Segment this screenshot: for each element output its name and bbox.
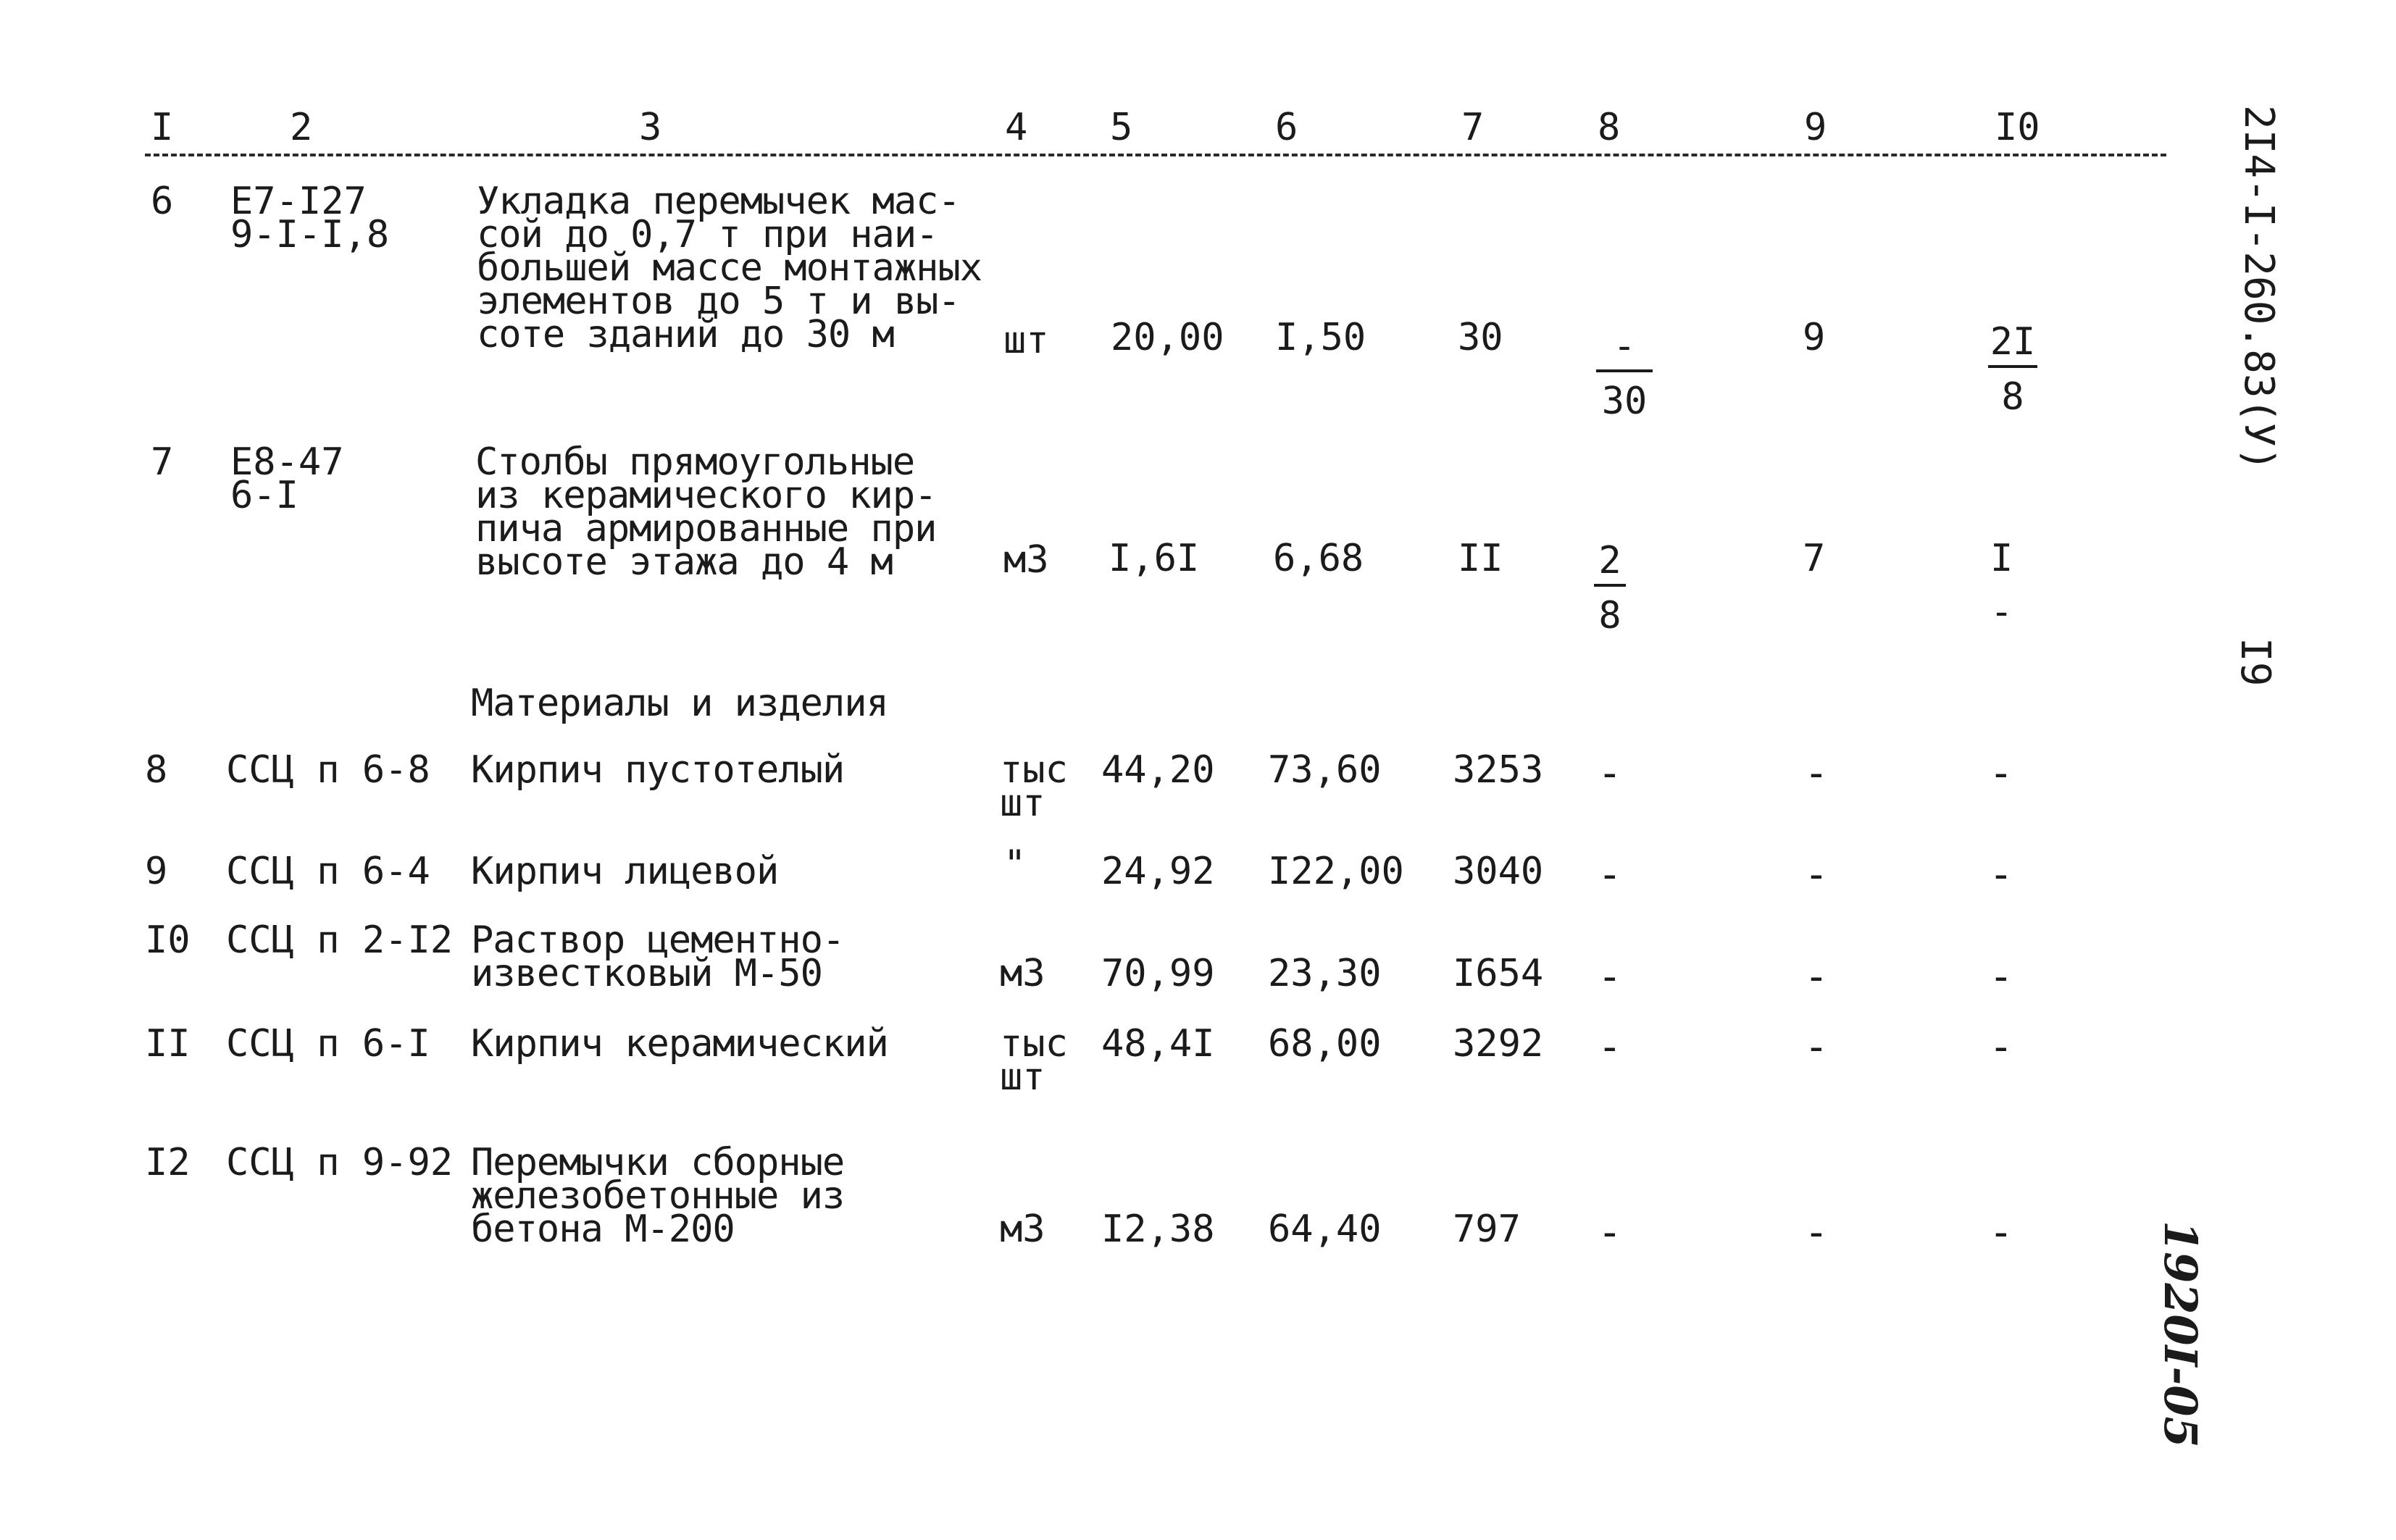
- row-11-col10: -: [1989, 1024, 2013, 1071]
- row-9-desc: Кирпич лицевой: [471, 850, 779, 893]
- row-6-desc-line-3: большей массе монтажных: [477, 246, 982, 290]
- row-12-unit: м3: [1000, 1208, 1045, 1251]
- row-12-desc-line-1: Перемычки сборные: [471, 1141, 845, 1184]
- row-7-col6: 6,68: [1273, 537, 1364, 580]
- row-7-col8-denominator: 8: [1598, 594, 1621, 637]
- row-6-col8-numerator: -: [1596, 327, 1653, 372]
- document-code: 2I4-I-260.83(У): [2235, 105, 2282, 472]
- row-9-unit: ": [1003, 842, 1027, 886]
- row-7-desc-line-3: пича армированные при: [475, 507, 937, 551]
- row-6-col8-denominator: 30: [1601, 380, 1648, 423]
- row-7-col10-top: I: [1990, 537, 2013, 580]
- row-6-col7: 30: [1458, 316, 1503, 359]
- row-7-col10-bottom: -: [1990, 590, 2013, 634]
- row-8-col7: 3253: [1453, 748, 1544, 792]
- row-6-col5: 20,00: [1111, 316, 1224, 359]
- row-9-col9: -: [1804, 851, 1829, 898]
- column-header-10: I0: [1995, 106, 2040, 149]
- row-10-col7: I654: [1453, 952, 1544, 995]
- row-9-number: 9: [145, 850, 168, 893]
- row-11-col6: 68,00: [1268, 1022, 1382, 1066]
- row-7-unit: м3: [1003, 538, 1049, 582]
- row-12-col6: 64,40: [1268, 1208, 1382, 1251]
- row-10-col9: -: [1804, 953, 1829, 1000]
- row-7-col7: II: [1458, 537, 1503, 580]
- row-6-code-line-1: Е7-I27: [230, 180, 367, 223]
- row-11-col8: -: [1598, 1024, 1622, 1071]
- row-12-col10: -: [1989, 1209, 2013, 1256]
- row-12-code: ССЦ п 9-92: [226, 1141, 454, 1184]
- row-11-col7: 3292: [1453, 1022, 1544, 1066]
- row-6-desc-line-2: сой до 0,7 т при наи-: [477, 213, 938, 256]
- row-12-desc-line-2: железобетонные из: [471, 1174, 845, 1218]
- row-7-code-line-2: 6-I: [230, 474, 299, 517]
- row-7-code-line-1: Е8-47: [230, 440, 344, 484]
- row-6-code-line-2: 9-I-I,8: [230, 213, 390, 256]
- row-7-desc-line-1: Столбы прямоугольные: [475, 440, 915, 484]
- row-7-number: 7: [151, 440, 174, 484]
- row-8-col9: -: [1804, 750, 1829, 797]
- row-10-col5: 70,99: [1101, 952, 1215, 995]
- row-8-col5: 44,20: [1101, 748, 1215, 792]
- row-11-col5: 48,4I: [1101, 1022, 1215, 1066]
- row-11-unit-line-2: шт: [1000, 1055, 1045, 1099]
- row-12-col7: 797: [1453, 1208, 1521, 1251]
- row-6-col6: I,50: [1275, 316, 1366, 359]
- row-10-col8: -: [1598, 953, 1622, 1000]
- row-6-col10-denominator: 8: [2001, 375, 2024, 419]
- section-title: Материалы и изделия: [471, 682, 888, 725]
- row-9-col5: 24,92: [1101, 850, 1215, 893]
- row-8-unit-line-1: тыс: [1000, 748, 1068, 792]
- column-header-8: 8: [1598, 106, 1621, 149]
- row-7-desc-line-4: высоте этажа до 4 м: [475, 540, 893, 584]
- row-10-unit: м3: [1000, 952, 1045, 995]
- handwritten-archive-number: 1920I-05: [2154, 1221, 2207, 1448]
- header-divider: [145, 154, 2166, 156]
- row-6-col10-fraction: [1988, 320, 2037, 419]
- row-11-number: II: [145, 1022, 191, 1066]
- column-header-6: 6: [1275, 106, 1298, 149]
- row-6-unit: шт: [1003, 319, 1049, 362]
- row-7-col5: I,6I: [1109, 537, 1200, 580]
- column-header-7: 7: [1461, 106, 1485, 149]
- row-9-col6: I22,00: [1268, 850, 1404, 893]
- row-10-desc-line-1: Раствор цементно-: [471, 918, 845, 962]
- column-header-5: 5: [1110, 106, 1133, 149]
- row-7-col8-numerator: 2: [1594, 542, 1626, 587]
- row-8-code: ССЦ п 6-8: [226, 748, 430, 792]
- row-8-number: 8: [145, 748, 168, 792]
- row-9-col10: -: [1989, 851, 2013, 898]
- row-7-desc-line-2: из керамического кир-: [475, 474, 937, 517]
- column-header-4: 4: [1005, 106, 1028, 149]
- row-9-col7: 3040: [1453, 850, 1544, 893]
- column-header-3: 3: [639, 106, 662, 149]
- row-10-code: ССЦ п 2-I2: [226, 918, 454, 962]
- column-header-9: 9: [1804, 106, 1827, 149]
- row-6-col9: 9: [1803, 316, 1826, 359]
- row-8-col6: 73,60: [1268, 748, 1382, 792]
- row-9-col8: -: [1598, 851, 1622, 898]
- row-10-number: I0: [145, 918, 191, 962]
- row-12-col8: -: [1598, 1209, 1622, 1256]
- row-9-code: ССЦ п 6-4: [226, 850, 430, 893]
- column-header-1: I: [151, 106, 174, 149]
- row-11-desc: Кирпич керамический: [471, 1022, 888, 1066]
- row-12-col5: I2,38: [1101, 1208, 1215, 1251]
- row-11-col9: -: [1804, 1024, 1829, 1071]
- row-10-desc-line-2: известковый М-50: [471, 952, 822, 995]
- row-10-col6: 23,30: [1268, 952, 1382, 995]
- row-12-col9: -: [1804, 1209, 1829, 1256]
- page-number: I9: [2232, 637, 2279, 687]
- row-6-desc-line-1: Укладка перемычек мас-: [477, 180, 960, 223]
- row-8-col10: -: [1989, 750, 2013, 797]
- row-8-desc: Кирпич пустотелый: [471, 748, 845, 792]
- row-6-number: 6: [151, 180, 174, 223]
- row-10-col10: -: [1989, 953, 2013, 1000]
- column-header-2: 2: [290, 106, 313, 149]
- row-7-col9: 7: [1803, 537, 1826, 580]
- row-8-unit-line-2: шт: [1000, 782, 1045, 825]
- row-12-desc-line-3: бетона М-200: [471, 1208, 735, 1251]
- row-6-desc-line-5: соте зданий до 30 м: [477, 313, 894, 356]
- row-6-col8-fraction: [1596, 325, 1653, 423]
- row-6-desc-line-4: элементов до 5 т и вы-: [477, 280, 960, 323]
- row-11-code: ССЦ п 6-I: [226, 1022, 430, 1066]
- row-8-col8: -: [1598, 750, 1622, 797]
- row-6-col10-numerator: 2I: [1988, 323, 2037, 368]
- row-12-number: I2: [145, 1141, 191, 1184]
- row-7-col8-fraction: [1594, 539, 1626, 637]
- row-11-unit-line-1: тыс: [1000, 1022, 1068, 1066]
